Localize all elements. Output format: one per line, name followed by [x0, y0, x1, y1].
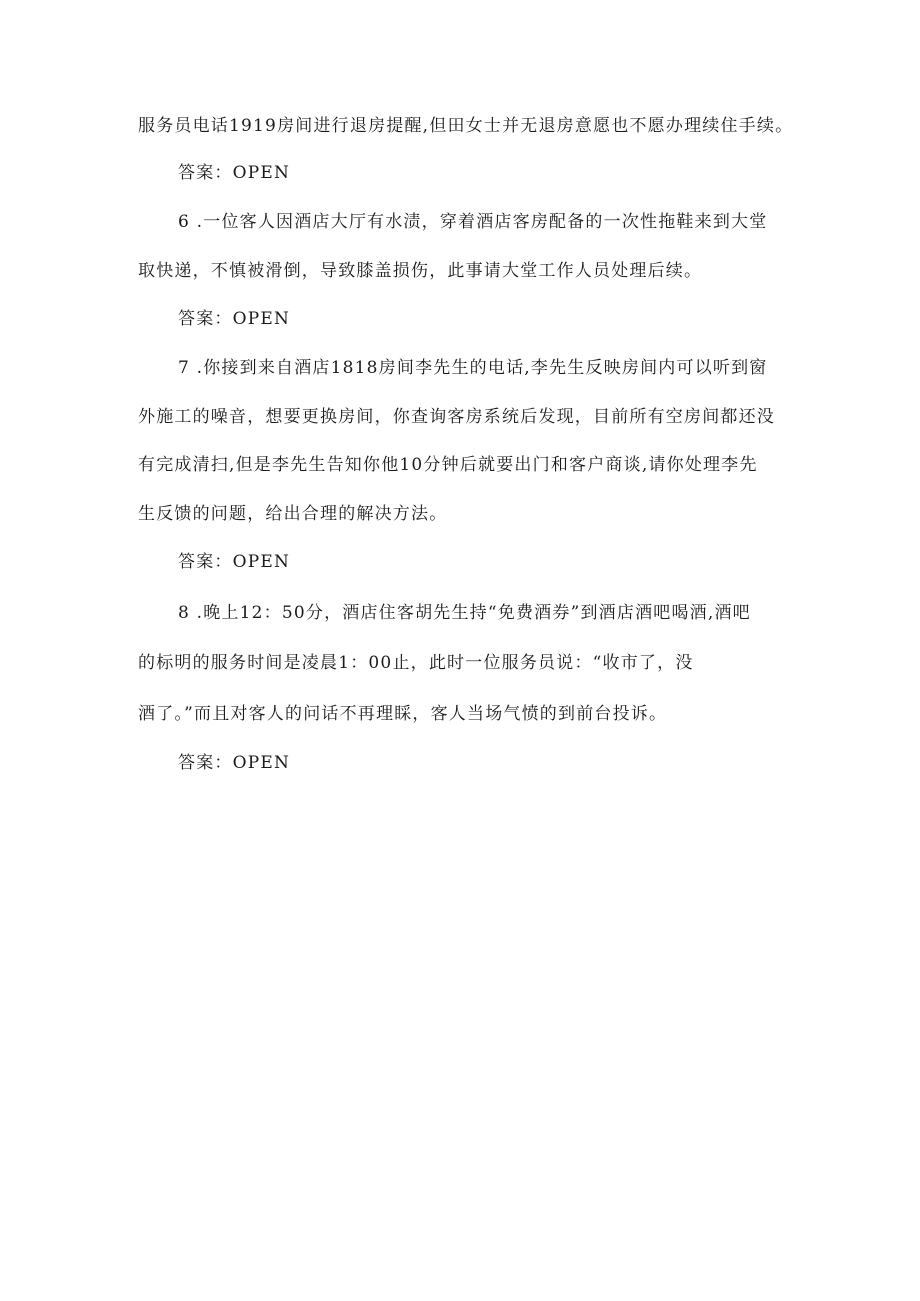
q7-text-line-1: 7 .你接到来自酒店1818房间李先生的电话,李先生反映房间内可以听到窗 [178, 358, 768, 378]
q5-answer: 答案：OPEN [178, 163, 291, 183]
q8-text-line-1: 8 .晚上12：50分，酒店住客胡先生持“免费酒券”到酒店酒吧喝酒,酒吧 [178, 603, 751, 623]
q7-text-line-2: 外施工的噪音，想要更换房间，你查询客房系统后发现，目前所有空房间都还没 [138, 407, 775, 427]
q6-text-line-2: 取快递，不慎被滑倒，导致膝盖损伤，此事请大堂工作人员处理后续。 [138, 261, 703, 281]
q6-answer: 答案：OPEN [178, 309, 291, 329]
q6-text-line-1: 6 .一位客人因酒店大厅有水渍，穿着酒店客房配备的一次性拖鞋来到大堂 [178, 212, 768, 232]
q8-text-line-2: 的标明的服务时间是凌晨1：00止，此时一位服务员说：“收市了，没 [138, 653, 694, 673]
q7-text-line-3: 有完成清扫,但是李先生告知你他10分钟后就要出门和客户商谈,请你处理李先 [138, 455, 758, 475]
q8-answer: 答案：OPEN [178, 753, 291, 773]
q7-answer: 答案：OPEN [178, 552, 291, 572]
q8-text-line-3: 酒了。”而且对客人的问话不再理睬，客人当场气愤的到前台投诉。 [138, 704, 668, 724]
q5-text-line-end: 服务员电话1919房间进行退房提醒,但田女士并无退房意愿也不愿办理续住手续。 [138, 116, 794, 136]
q7-text-line-4: 生反馈的问题，给出合理的解决方法。 [138, 504, 448, 524]
